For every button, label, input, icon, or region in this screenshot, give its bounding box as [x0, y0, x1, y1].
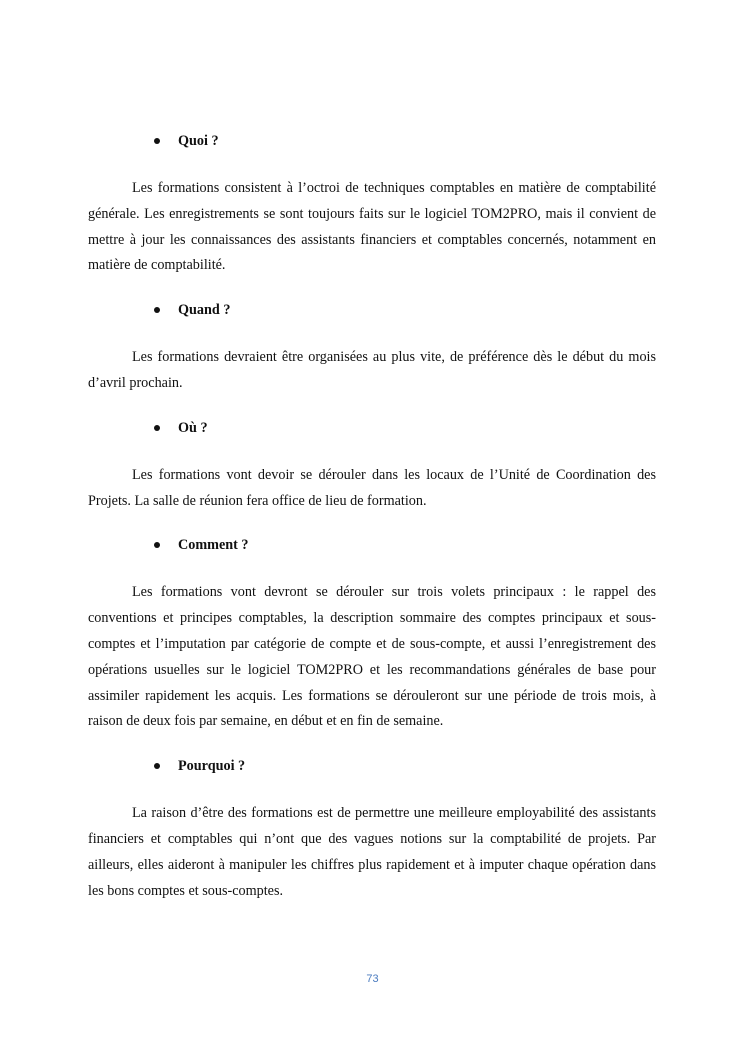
- section-heading: [88, 755, 656, 777]
- section-paragraph: Les formations vont devront se dérouler sur trois volets principaux : le rappel des conventions et principes comptables, la description sommaire des comptes principaux et sous-comptes et l’imputation par catégorie de compte et de sous-compte, et aussi l’enregistrement des opérations usuelles sur le logiciel TOM2PRO et les recommandations générales de base pour assimiler rapidement les acquis. Les formations se dérouleront sur une période de trois mois, à raison de deux fois par semaine, en début et en fin de semaine.: [88, 584, 656, 730]
- section-heading: [88, 417, 656, 439]
- section-quand: [88, 299, 656, 397]
- section-ou: [88, 417, 656, 515]
- section-heading-text: Où ?: [178, 419, 208, 436]
- page-content: [88, 130, 656, 924]
- bullet-icon: [154, 763, 160, 769]
- bullet-icon: [154, 425, 160, 431]
- page-number: 73: [366, 973, 379, 985]
- section-heading-text: Quand ?: [178, 302, 231, 319]
- bullet-icon: [154, 307, 160, 313]
- section-paragraph: Les formations consistent à l’octroi de techniques comptables en matière de comptabilité générale. Les enregistrements se sont toujours faits sur le logiciel TOM2PRO, mais il convient de mettre à jour les connaissances des assistants financiers et comptables concernés, notamment en matière de comptabilité.: [88, 180, 656, 274]
- bullet-icon: [154, 138, 160, 144]
- section-pourquoi: [88, 755, 656, 904]
- section-comment: [88, 534, 656, 735]
- section-heading-text: Quoi ?: [178, 133, 219, 149]
- section-heading: [88, 130, 656, 152]
- section-heading-text: Comment ?: [178, 537, 249, 554]
- section-heading: [88, 299, 656, 321]
- section-heading: [88, 534, 656, 556]
- bullet-icon: [154, 542, 160, 548]
- section-paragraph: Les formations vont devoir se dérouler dans les locaux de l’Unité de Coordination des Projets. La salle de réunion fera office de lieu de formation.: [88, 466, 656, 509]
- section-paragraph: La raison d’être des formations est de permettre une meilleure employabilité des assistants financiers et comptables qui n’ont que des vagues notions sur la comptabilité de projets. Par ailleurs, elles aideront à manipuler les chiffres plus rapidement et à imputer chaque opération dans les bons comptes et sous-comptes.: [88, 805, 656, 899]
- section-quoi: [88, 130, 656, 279]
- section-paragraph: Les formations devraient être organisées au plus vite, de préférence dès le début du mois d’avril prochain.: [88, 349, 656, 391]
- section-heading-text: Pourquoi ?: [178, 758, 246, 775]
